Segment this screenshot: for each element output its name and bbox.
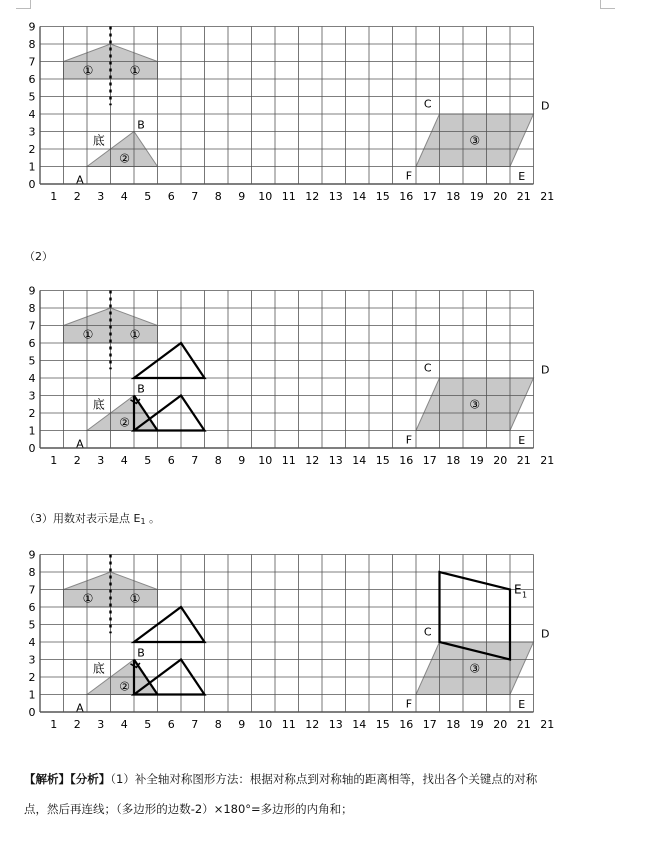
x-tick-label: 12 [305, 190, 320, 203]
point-label-b: B [137, 118, 145, 132]
y-tick-label: 9 [28, 20, 36, 34]
shape-3-label: ③ [469, 133, 481, 148]
part-2-label: （2） [24, 250, 53, 263]
x-tick-label: 19 [469, 190, 484, 203]
x-tick-label: 10 [258, 718, 273, 731]
point-label-d: D [541, 627, 550, 641]
y-tick-label: 1 [28, 160, 36, 174]
x-tick-label: 6 [167, 718, 175, 731]
x-tick-label: 21 [540, 190, 555, 203]
y-tick-label: 6 [28, 601, 36, 614]
y-tick-label: 2 [28, 407, 36, 420]
y-tick-label: 1 [28, 424, 36, 438]
base-label: 底 [92, 133, 105, 148]
part-3-prefix: （3）用数对表示是点 E [24, 512, 141, 525]
shape-1-label-left: ① [82, 591, 94, 606]
page-corner-mark-left [16, 0, 31, 9]
point-label-b: B [137, 646, 145, 660]
x-tick-label: 21 [516, 718, 531, 731]
figure-3-svg [0, 540, 651, 740]
x-tick-label: 21 [540, 718, 555, 731]
x-tick-label: 1 [50, 454, 58, 467]
x-tick-label: 10 [258, 190, 273, 203]
y-tick-label: 4 [28, 108, 36, 121]
x-tick-label: 11 [281, 190, 296, 203]
y-tick-label: 6 [28, 73, 36, 86]
point-label-a: A [76, 437, 84, 451]
x-tick-label: 8 [214, 718, 222, 731]
y-tick-label: 9 [28, 284, 36, 298]
x-tick-label: 5 [144, 718, 152, 731]
point-label-e: E [518, 170, 526, 184]
point-label-e1: E [514, 582, 522, 597]
point-label-a: A [76, 701, 84, 715]
x-tick-label: 19 [469, 454, 484, 467]
shape-2-label: ② [119, 679, 130, 694]
point-label-d: D [541, 363, 550, 377]
x-tick-label: 14 [352, 718, 367, 731]
y-tick-label: 0 [28, 178, 36, 191]
x-tick-label: 16 [399, 718, 414, 731]
x-tick-label: 15 [375, 454, 390, 467]
point-label-c: C [423, 625, 432, 639]
x-tick-label: 17 [422, 190, 437, 203]
x-tick-label: 18 [446, 454, 461, 467]
x-tick-label: 1 [50, 190, 58, 203]
x-tick-label: 16 [399, 454, 414, 467]
point-label-f: F [405, 169, 413, 183]
x-tick-label: 2 [73, 190, 81, 203]
x-tick-label: 2 [73, 454, 81, 467]
x-tick-label: 9 [238, 718, 246, 731]
x-tick-label: 18 [446, 190, 461, 203]
figure-2-grid [0, 276, 651, 476]
y-tick-label: 8 [28, 38, 36, 51]
y-tick-label: 3 [28, 653, 36, 667]
x-tick-label: 20 [493, 190, 508, 203]
x-tick-label: 21 [516, 190, 531, 203]
part-3-suffix: 。 [145, 512, 161, 525]
point-label-e1-subscript: 1 [522, 590, 528, 600]
x-tick-label: 17 [422, 454, 437, 467]
y-tick-label: 4 [28, 636, 36, 649]
x-tick-label: 21 [540, 454, 555, 467]
y-tick-label: 5 [28, 90, 36, 104]
analysis-line-1 [24, 772, 537, 786]
y-tick-label: 7 [28, 55, 36, 69]
y-tick-label: 5 [28, 618, 36, 632]
y-tick-label: 3 [28, 125, 36, 139]
x-tick-label: 11 [281, 454, 296, 467]
x-tick-label: 16 [399, 190, 414, 203]
y-tick-label: 3 [28, 389, 36, 403]
x-tick-label: 7 [191, 190, 199, 203]
x-tick-label: 5 [144, 454, 152, 467]
y-tick-label: 8 [28, 302, 36, 315]
analysis-text-1: （1）补全轴对称图形方法：根据对称点到对称轴的距离相等，找出各个关键点的对称 [110, 772, 538, 786]
x-tick-label: 13 [328, 718, 343, 731]
x-tick-label: 18 [446, 718, 461, 731]
x-tick-label: 20 [493, 718, 508, 731]
x-tick-label: 3 [97, 190, 105, 203]
x-tick-label: 9 [238, 454, 246, 467]
x-tick-label: 6 [167, 454, 175, 467]
y-tick-label: 8 [28, 566, 36, 579]
figure-3-grid [0, 540, 651, 740]
y-tick-label: 9 [28, 548, 36, 562]
x-tick-label: 17 [422, 718, 437, 731]
shape-1-label-left: ① [82, 63, 94, 78]
x-tick-label: 12 [305, 718, 320, 731]
y-tick-label: 6 [28, 337, 36, 350]
y-tick-label: 4 [28, 372, 36, 385]
x-tick-label: 20 [493, 454, 508, 467]
x-tick-label: 4 [120, 190, 128, 203]
x-tick-label: 6 [167, 190, 175, 203]
point-label-f: F [405, 433, 413, 447]
shape-1-label-right: ① [129, 327, 141, 342]
shape-2-label: ② [119, 415, 130, 430]
x-tick-label: 19 [469, 718, 484, 731]
x-tick-label: 4 [120, 718, 128, 731]
shape-2-label: ② [119, 151, 130, 166]
point-label-b: B [137, 382, 145, 396]
y-tick-label: 7 [28, 583, 36, 597]
point-label-d: D [541, 99, 550, 113]
x-tick-label: 21 [516, 454, 531, 467]
point-label-e: E [518, 434, 526, 448]
y-tick-label: 1 [28, 688, 36, 702]
x-tick-label: 13 [328, 190, 343, 203]
point-label-c: C [423, 97, 432, 111]
x-tick-label: 12 [305, 454, 320, 467]
x-tick-label: 15 [375, 718, 390, 731]
x-tick-label: 14 [352, 454, 367, 467]
x-tick-label: 7 [191, 454, 199, 467]
y-tick-label: 0 [28, 706, 36, 719]
point-label-f: F [405, 697, 413, 711]
part-3-subscript: 1 [140, 517, 146, 526]
x-tick-label: 13 [328, 454, 343, 467]
shape-3-label: ③ [469, 661, 481, 676]
analysis-line-2: 点，然后再连线；（多边形的边数-2）×180°=多边形的内角和； [24, 802, 353, 816]
x-tick-label: 11 [281, 718, 296, 731]
figure-1-grid [0, 12, 651, 212]
point-label-c: C [423, 361, 432, 375]
x-tick-label: 9 [238, 190, 246, 203]
y-tick-label: 5 [28, 354, 36, 368]
x-tick-label: 2 [73, 718, 81, 731]
x-tick-label: 7 [191, 718, 199, 731]
shape-1-label-right: ① [129, 63, 141, 78]
y-tick-label: 2 [28, 671, 36, 684]
analysis-heading: 【解析】【分析】 [24, 772, 111, 786]
x-tick-label: 14 [352, 190, 367, 203]
shape-1-label-left: ① [82, 327, 94, 342]
part-3-text [24, 512, 160, 529]
x-tick-label: 8 [214, 454, 222, 467]
x-tick-label: 15 [375, 190, 390, 203]
x-tick-label: 4 [120, 454, 128, 467]
y-tick-label: 0 [28, 442, 36, 455]
figure-1-svg [0, 12, 651, 212]
base-label: 底 [92, 397, 105, 412]
shape-3-label: ③ [469, 397, 481, 412]
base-label: 底 [92, 661, 105, 676]
x-tick-label: 3 [97, 718, 105, 731]
point-label-a: A [76, 173, 84, 187]
x-tick-label: 3 [97, 454, 105, 467]
y-tick-label: 2 [28, 143, 36, 156]
point-label-e: E [518, 698, 526, 712]
figure-2-svg [0, 276, 651, 476]
y-tick-label: 7 [28, 319, 36, 333]
x-tick-label: 10 [258, 454, 273, 467]
shape-1-label-right: ① [129, 591, 141, 606]
x-tick-label: 1 [50, 718, 58, 731]
page-corner-mark-right [600, 0, 615, 9]
x-tick-label: 5 [144, 190, 152, 203]
x-tick-label: 8 [214, 190, 222, 203]
